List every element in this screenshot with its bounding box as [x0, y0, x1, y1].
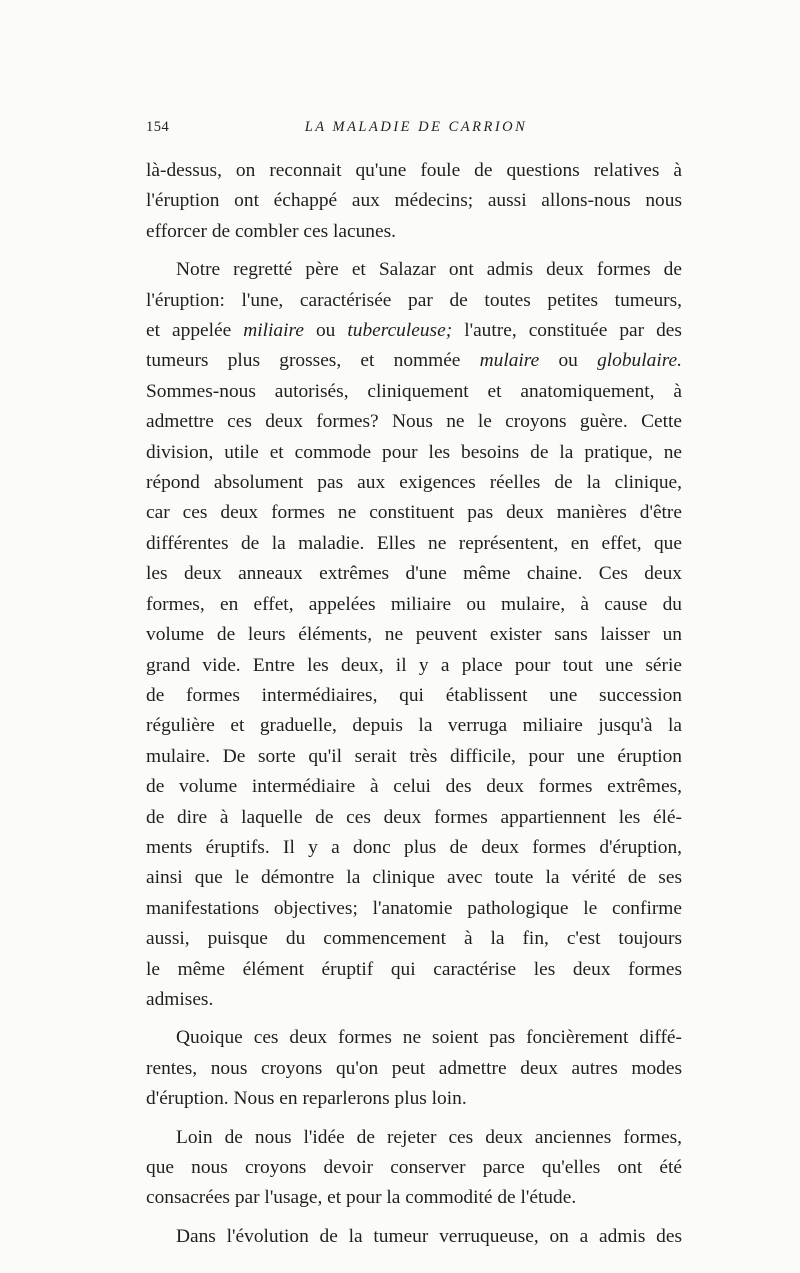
text-line: régulière et graduelle, depuis la verruga miliaire jusqu'à la: [146, 715, 682, 737]
text-line: Notre regretté père et Salazar ont admis deux formes de: [176, 259, 682, 281]
text-line: car ces deux formes ne constituent pas deux manières d'être: [146, 502, 682, 524]
body-text: [146, 156, 682, 1252]
text-line: aussi, puisque du commencement à la fin, c'est toujours: [146, 928, 682, 950]
paragraph: [146, 255, 682, 1015]
text-line: d'éruption. Nous en reparlerons plus loin.: [146, 1088, 467, 1110]
paragraph: [146, 1123, 682, 1214]
page-header: [146, 116, 686, 138]
text-line: volume de leurs éléments, ne peuvent exister sans laisser un: [146, 624, 682, 646]
text-line: efforcer de combler ces lacunes.: [146, 220, 396, 242]
text-line: que nous croyons devoir conserver parce qu'elles ont été: [146, 1157, 682, 1178]
text-line: de dire à laquelle de ces deux formes appartiennent les élé-: [146, 806, 682, 828]
paragraph: [146, 1023, 682, 1114]
text-line: division, utile et commode pour les besoins de la pratique, ne: [146, 441, 682, 463]
text-line: différentes de la maladie. Elles ne représentent, en effet, que: [146, 532, 682, 554]
text-line: l'éruption ont échappé aux médecins; aussi allons-nous nous: [146, 190, 682, 212]
paragraph: [146, 156, 682, 247]
text-line: l'éruption: l'une, caractérisée par de toutes petites tumeurs,: [146, 289, 682, 311]
text-line: les deux anneaux extrêmes d'une même chaine. Ces deux: [146, 563, 682, 585]
page-number: 154: [146, 119, 170, 135]
text-line: Sommes-nous autorisés, cliniquement et anatomiquement, à: [146, 380, 682, 402]
text-line: formes, en effet, appelées miliaire ou mulaire, à cause du: [146, 593, 682, 615]
text-line: admettre ces deux formes? Nous ne le croyons guère. Cette: [146, 411, 682, 433]
text-line: admises.: [146, 988, 214, 1010]
text-line: le même élément éruptif qui caractérise les deux formes: [146, 958, 682, 980]
text-line: Loin de nous l'idée de rejeter ces deux anciennes formes,: [176, 1126, 682, 1148]
text-line: Dans l'évolution de la tumeur verruqueuse, on a admis des: [176, 1225, 682, 1247]
text-line: Quoique ces deux formes ne soient pas foncièrement diffé-: [176, 1027, 682, 1049]
text-line: consacrées par l'usage, et pour la commodité de l'étude.: [146, 1187, 577, 1209]
text-line: grand vide. Entre les deux, il y a place pour tout une série: [146, 654, 682, 676]
text-line: ainsi que le démontre la clinique avec toute la vérité de ses: [146, 867, 682, 889]
text-line: là-dessus, on reconnait qu'une foule de questions relatives à: [146, 160, 682, 181]
text-line: de volume intermédiaire à celui des deux formes extrêmes,: [146, 776, 682, 798]
text-line: manifestations objectives; l'anatomie pathologique le confirme: [146, 897, 682, 919]
text-line: rentes, nous croyons qu'on peut admettre deux autres modes: [146, 1057, 682, 1079]
running-title: LA MALADIE DE CARRION: [304, 119, 528, 135]
text-line: tumeurs plus grosses, et nommée mulaire ou globulaire.: [146, 350, 682, 372]
text-line: de formes intermédiaires, qui établissent une succession: [146, 684, 682, 706]
text-line: répond absolument pas aux exigences réelles de la clinique,: [146, 472, 682, 494]
paragraph: [146, 1222, 682, 1252]
text-line: ments éruptifs. Il y a donc plus de deux formes d'éruption,: [146, 836, 682, 858]
text-line: et appelée miliaire ou tuberculeuse; l'autre, constituée par des: [146, 320, 682, 342]
text-line: mulaire. De sorte qu'il serait très difficile, pour une éruption: [146, 745, 682, 767]
